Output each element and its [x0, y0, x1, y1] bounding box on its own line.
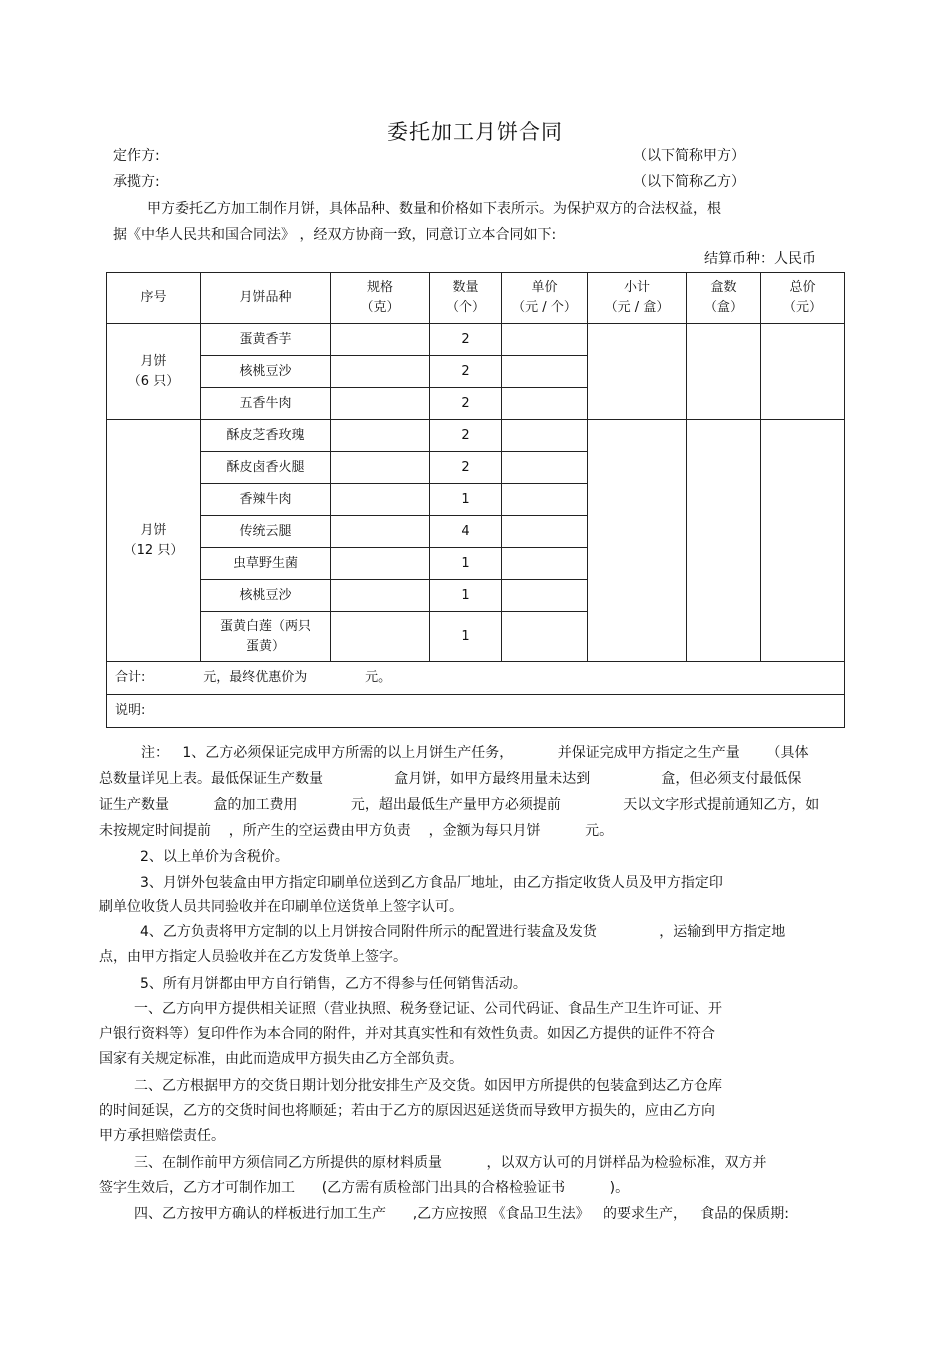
qty-cell: 4	[430, 516, 502, 548]
variety-cell: 虫草野生菌	[201, 548, 331, 580]
qty-cell: 1	[430, 548, 502, 580]
party-a-note: （以下简称甲方）	[633, 148, 745, 164]
term-line: 4、乙方负责将甲方定制的以上月饼按合同附件所示的配置进行装盒及发货 ，运输到甲方指定地	[140, 924, 786, 940]
header-total: 总价 （元）	[761, 273, 845, 324]
order-table	[106, 272, 845, 728]
spec-cell	[331, 388, 430, 420]
header-spec: 规格 （克）	[331, 273, 430, 324]
term-line: 二、乙方根据甲方的交货日期计划分批安排生产及交货。如因甲方所提供的包装盒到达乙方仓库	[134, 1078, 722, 1094]
unit-price-cell	[502, 548, 588, 580]
intro-line: 据《中华人民共和国合同法》 ，经双方协商一致，同意订立本合同如下:	[113, 227, 557, 243]
qty-cell: 2	[430, 388, 502, 420]
term-line: 甲方承担赔偿责任。	[99, 1128, 225, 1144]
page-title: 委托加工月饼合同	[387, 120, 563, 144]
header-variety: 月饼品种	[201, 273, 331, 324]
total-cell	[761, 324, 845, 420]
variety-cell: 酥皮卤香火腿	[201, 452, 331, 484]
remark-label: 说明:	[107, 695, 845, 728]
total-cell	[761, 420, 845, 662]
term-line: 签字生效后，乙方才可制作加工 (乙方需有质检部门出具的合格检验证书 )。	[99, 1180, 630, 1196]
term-line: 的时间延误，乙方的交货时间也将顺延；若由于乙方的原因迟延送货而导致甲方损失的，应由乙方向	[99, 1103, 715, 1119]
term-line: 3、月饼外包装盒由甲方指定印刷单位送到乙方食品厂地址，由乙方指定收货人员及甲方指定印	[140, 875, 723, 891]
table-row	[107, 324, 845, 356]
spec-cell	[331, 356, 430, 388]
boxes-cell	[687, 420, 761, 662]
party-b-note: （以下简称乙方）	[633, 174, 745, 190]
unit-price-cell	[502, 484, 588, 516]
subtotal-cell	[588, 420, 687, 662]
table-row	[107, 420, 845, 452]
subtotal-cell	[588, 324, 687, 420]
spec-cell	[331, 580, 430, 612]
spec-cell	[331, 548, 430, 580]
currency-label: 结算币种：人民币	[704, 251, 816, 267]
total-row	[107, 662, 845, 695]
header-subtotal: 小计 （元 / 盒）	[588, 273, 687, 324]
spec-cell	[331, 420, 430, 452]
header-unit-price: 单价 （元 / 个）	[502, 273, 588, 324]
variety-cell: 香辣牛肉	[201, 484, 331, 516]
total-summary: 合计: 元，最终优惠价为 元。	[107, 662, 845, 695]
variety-cell: 蛋黄香芋	[201, 324, 331, 356]
qty-cell: 2	[430, 356, 502, 388]
term-line: 2、以上单价为含税价。	[140, 849, 289, 865]
header-seq: 序号	[107, 273, 201, 324]
term-line: 户银行资料等）复印件作为本合同的附件，并对其真实性和有效性负责。如因乙方提供的证件不符合	[99, 1026, 715, 1042]
qty-cell: 2	[430, 420, 502, 452]
term-line: 未按规定时间提前 ，所产生的空运费由甲方负责 ，金额为每只月饼 元。	[99, 823, 614, 839]
party-b-label: 承揽方:	[113, 174, 160, 190]
spec-cell	[331, 612, 430, 662]
qty-cell: 1	[430, 484, 502, 516]
variety-cell: 蛋黄白莲（两只 蛋黄）	[201, 612, 331, 662]
term-line: 点，由甲方指定人员验收并在乙方发货单上签字。	[99, 949, 407, 965]
table-header-row	[107, 273, 845, 324]
term-line: 一、乙方向甲方提供相关证照（营业执照、税务登记证、公司代码证、食品生产卫生许可证、开	[134, 1001, 722, 1017]
group-label: 月饼 （6 只）	[107, 324, 201, 420]
term-line: 国家有关规定标准，由此而造成甲方损失由乙方全部负责。	[99, 1051, 463, 1067]
header-qty: 数量 （个）	[430, 273, 502, 324]
header-boxes: 盒数 （盒）	[687, 273, 761, 324]
unit-price-cell	[502, 388, 588, 420]
unit-price-cell	[502, 612, 588, 662]
term-line: 三、在制作前甲方须信同乙方所提供的原材料质量 ，以双方认可的月饼样品为检验标准，双方并	[134, 1155, 767, 1171]
qty-cell: 2	[430, 452, 502, 484]
spec-cell	[331, 516, 430, 548]
qty-cell: 1	[430, 612, 502, 662]
term-line: 刷单位收货人员共同验收并在印刷单位送货单上签字认可。	[99, 899, 463, 915]
qty-cell: 2	[430, 324, 502, 356]
variety-cell: 传统云腿	[201, 516, 331, 548]
unit-price-cell	[502, 356, 588, 388]
variety-cell: 酥皮芝香玫瑰	[201, 420, 331, 452]
boxes-cell	[687, 324, 761, 420]
variety-cell: 核桃豆沙	[201, 356, 331, 388]
unit-price-cell	[502, 420, 588, 452]
party-a-label: 定作方:	[113, 148, 160, 164]
group-label: 月饼 （12 只）	[107, 420, 201, 662]
term-line: 5、所有月饼都由甲方自行销售，乙方不得参与任何销售活动。	[140, 976, 527, 992]
intro-line: 甲方委托乙方加工制作月饼，具体品种、数量和价格如下表所示。为保护双方的合法权益，根	[147, 201, 721, 217]
term-line: 总数量详见上表。最低保证生产数量 盒月饼，如甲方最终用量未达到 盒，但必须支付最低保	[99, 771, 802, 787]
variety-cell: 五香牛肉	[201, 388, 331, 420]
spec-cell	[331, 324, 430, 356]
unit-price-cell	[502, 516, 588, 548]
remark-row	[107, 695, 845, 728]
term-line: 证生产数量 盒的加工费用 元，超出最低生产量甲方必须提前 天以文字形式提前通知乙方，如	[99, 797, 820, 813]
unit-price-cell	[502, 452, 588, 484]
spec-cell	[331, 452, 430, 484]
unit-price-cell	[502, 324, 588, 356]
term-line: 四、乙方按甲方确认的样板进行加工生产 ,乙方应按照 《食品卫生法》 的要求生产， 食品的保质期:	[134, 1206, 790, 1222]
variety-cell: 核桃豆沙	[201, 580, 331, 612]
qty-cell: 1	[430, 580, 502, 612]
spec-cell	[331, 484, 430, 516]
unit-price-cell	[502, 580, 588, 612]
term-line: 注： 1、乙方必须保证完成甲方所需的以上月饼生产任务， 并保证完成甲方指定之生产量 （具体	[141, 745, 809, 761]
